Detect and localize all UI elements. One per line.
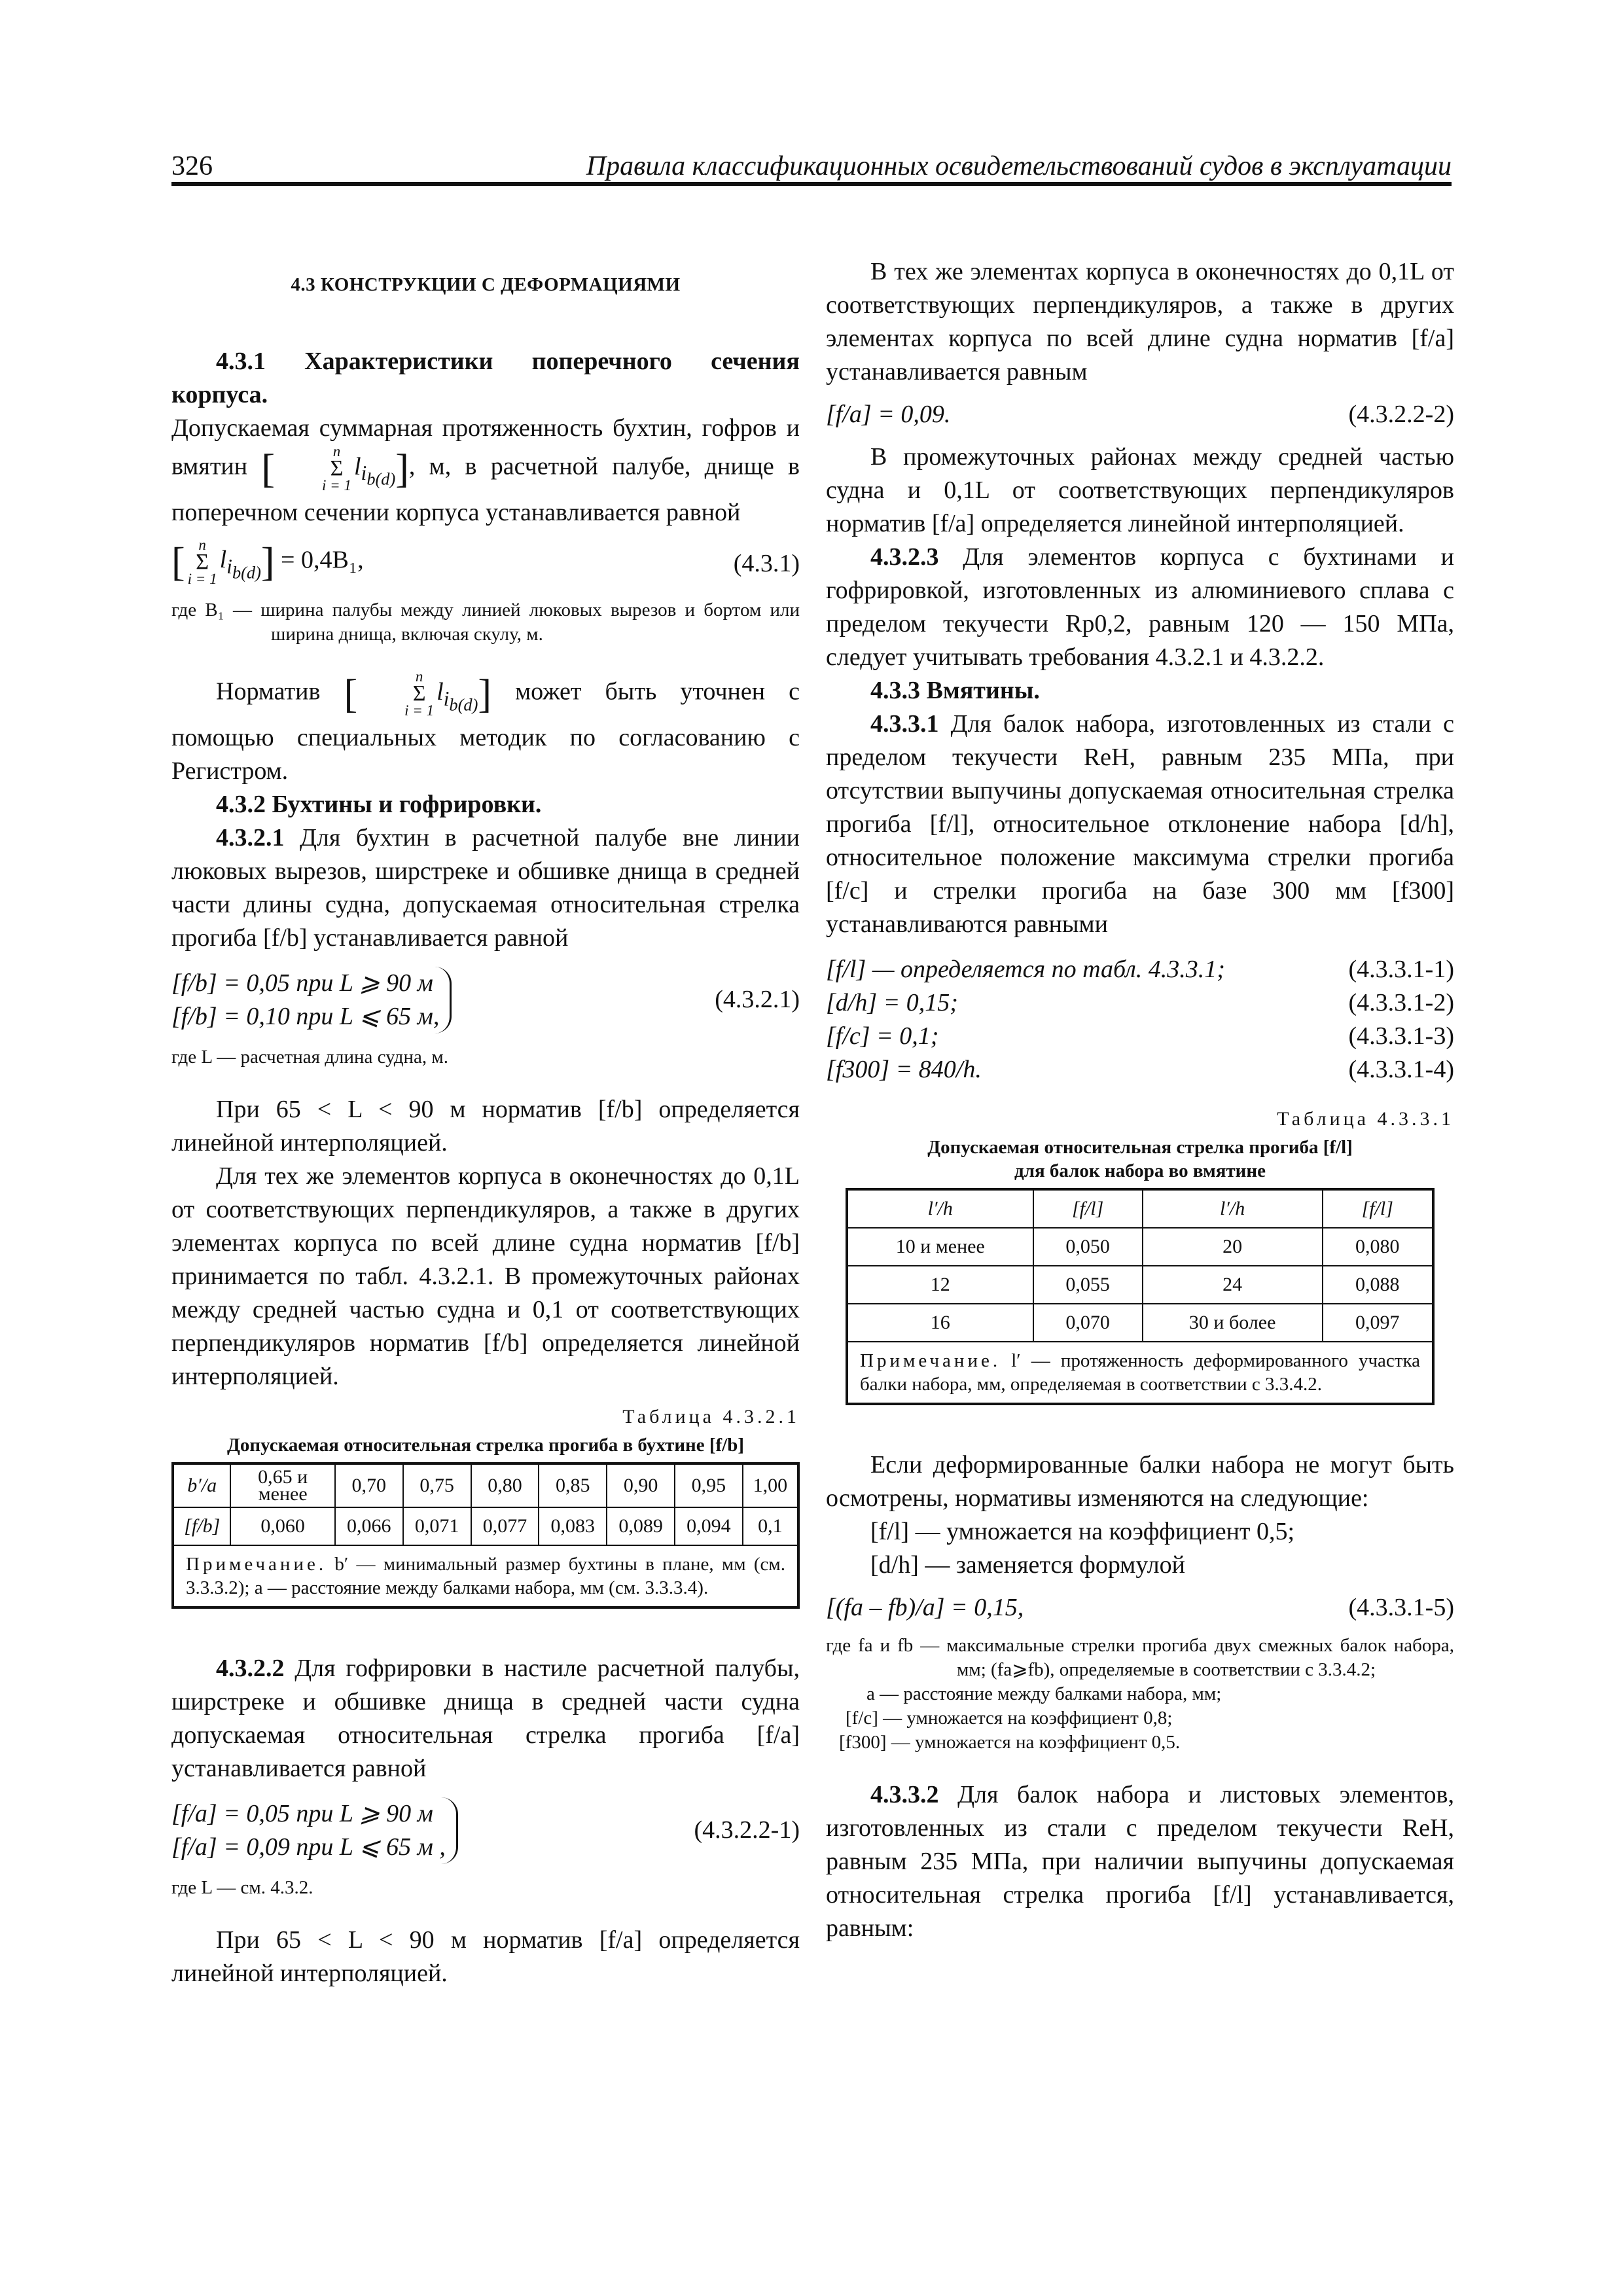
left-column — [171, 255, 800, 1990]
table-row: 12 0,055 24 0,088 — [847, 1266, 1433, 1304]
where-note: где L — расчетная длина судна, м. — [171, 1046, 449, 1067]
heading-4-3-1: 4.3.1 Характеристики поперечного сечения корпуса. — [171, 348, 800, 408]
running-title: Правила классификационных освидетельствований судов в эксплуатации — [586, 151, 1452, 181]
table-note-row: Примечание. l′ — протяженность деформированного участка балки набора, мм, определяемая в соответствии с 3.3.4.2. — [847, 1342, 1433, 1404]
sum-formula: [ n Σ i = 1 $l_{i_{b(d)}}$] — [344, 668, 492, 719]
equation-list-4-3-3-1 — [826, 953, 1454, 1086]
equation-4-3-2-1: [f/b] = 0,05 при L ⩾ 90 м [f/b] = 0,10 при L ⩽ 65 м, (4.3.2.1) — [171, 967, 800, 1033]
table-title: для балок набора во вмятине — [1014, 1160, 1266, 1181]
table-4-3-2-1 — [171, 1462, 800, 1609]
equation-4-3-1: [ n Σ i = 1 $l_{i_{b(d)}}] = 0,4B_1$, (4.3.1) — [171, 536, 800, 587]
equation-number: (4.3.2.2-2) — [1348, 401, 1454, 428]
running-header — [171, 145, 1452, 186]
equation-4-3-2-2-1: [f/a] = 0,05 при L ⩾ 90 м [f/a] = 0,09 при L ⩽ 65 м , (4.3.2.2-1) — [171, 1797, 800, 1864]
equation-number: (4.3.3.1-5) — [1348, 1594, 1454, 1621]
paragraph-4-3-3-2: 4.3.3.2 Для балок набора и листовых элементов, изготовленных из стали с пределом текучести ReH, равным 235 МПа, при наличии выпучины допускаемая относительная стрелка прогиба [f/l] устанавливается, равным: — [826, 1781, 1454, 1942]
where-list: где fa и fb — максимальные стрелки прогиба двух смежных балок набора, мм; (fa⩾fb), определяемые в соответствии с 3.3.4.2; a — расстояние между балками набора, мм; [f/c] — умножается на коэффициент 0,8; [f300] — умножается на коэффициент 0,5. — [826, 1635, 1454, 1753]
table-label: Таблица 4.3.3.1 — [1277, 1108, 1454, 1130]
table-title: Допускаемая относительная стрелка прогиба [f/l] — [927, 1137, 1353, 1158]
paragraph-4-3-2-1: 4.3.2.1 Для бухтин в расчетной палубе вне линии люковых вырезов, ширстреке и обшивке днища в средней части длины судна, допускаемая относительная стрелка прогиба [f/b] устанавливается равной — [171, 823, 800, 952]
paragraph-norm: Норматив [ n Σ i = 1 $l_{i_{b(d)}}$] может быть уточнен с помощью специальных методик по согласованию с Регистром. — [171, 668, 800, 785]
where-note: где L — см. 4.3.2. — [171, 1876, 313, 1898]
where-note: где B₁ — ширина палубы между линией люковых вырезов и бортом или ширина днища, включая скулу, м. — [171, 600, 800, 645]
right-column — [826, 255, 1454, 1945]
paragraph-bulge-1: [f/l] — умножается на коэффициент 0,5; — [870, 1518, 1295, 1545]
paragraph-4-3-2-3: 4.3.2.3 Для элементов корпуса с бухтинами и гофрировкой, изготовленных из алюминиевого сплава с пределом текучести Rp0,2, равным 120 — 150 МПа, следует учитывать требования 4.3.2.1 и 4.3.2.2. — [826, 543, 1454, 671]
paragraph-ends-1: Для тех же элементов корпуса в оконечностях до 0,1L от соответствующих перпендикуляров, а также в других элементах корпуса по всей длине судна норматив [f/b] принимается по табл. 4.3.2.1. В промежуточных районах между средней частью судна и 0,1 от соответствующих перпендикуляров норматив [f/b] определяется линейной интерполяцией. — [171, 1162, 800, 1390]
paragraph-bulge-2: [d/h] — заменяется формулой — [870, 1551, 1185, 1579]
table-title: Допускаемая относительная стрелка прогиба в бухтине [f/b] — [226, 1434, 745, 1456]
table-header-row: l′/h [f/l] l′/h [f/l] — [847, 1189, 1433, 1228]
heading-4-3-2: 4.3.2 Бухтины и гофрировки. — [216, 790, 542, 818]
paragraph-interp-1: При 65 < L < 90 м норматив [f/b] определяется линейной интерполяцией. — [171, 1095, 800, 1157]
table-row: b′/a 0,65 и менее 0,70 0,75 0,80 0,85 0,90 0,95 1,00 — [173, 1463, 798, 1507]
page-number: 326 — [171, 151, 213, 181]
equation-number: (4.3.2.1) — [715, 986, 800, 1014]
paragraph-interp-2: При 65 < L < 90 м норматив [f/a] определяется линейной интерполяцией. — [171, 1926, 800, 1987]
equation-row: [f/c] = 0,1; (4.3.3.1-3) — [826, 1022, 1454, 1050]
paragraph-4-3-3-1: 4.3.3.1 Для балок набора, изготовленных из стали с пределом текучести ReH, равным 235 МПа, при отсутствии выпучины допускаемая относительная стрелка прогиба [f/l], относительное отклонение набора [d/h], относительное положение максимума стрелки прогиба [f/c] и стрелки прогиба на базе 300 мм [f300] устанавливаются равными — [826, 710, 1454, 938]
sum-formula: [ n Σ i = 1 $l_{i_{b(d)}}$] — [261, 443, 409, 493]
paragraph-bulge-intro: Если деформированные балки набора не могут быть осмотрены, нормативы изменяются на следующие: — [826, 1451, 1454, 1512]
paragraph-4-3-2-2: 4.3.2.2 Для гофрировки в настиле расчетной палубы, ширстреке и обшивке днища в средней части судна допускаемая относительная стрелка прогиба [f/a] устанавливается равной — [171, 1654, 800, 1782]
table-row: 10 и менее 0,050 20 0,080 — [847, 1228, 1433, 1266]
table-row: 16 0,070 30 и более 0,097 — [847, 1304, 1433, 1342]
equation-number: (4.3.1) — [733, 549, 800, 577]
equation-number: (4.3.2.2-1) — [694, 1816, 800, 1844]
equation-row: [f/l] — определяется по табл. 4.3.3.1; (4.3.3.1-1) — [826, 956, 1454, 983]
paragraph-4-3-1: 4.3.1 Характеристики поперечного сечения корпуса. Допускаемая суммарная протяженность бухтин, гофров и вмятин [ n Σ i = 1 $l_{i_{b(d)}}$], м, в расчетной палубе, днище в поперечном сечении корпуса устанавливается равной — [171, 348, 800, 526]
equation-row: [d/h] = 0,15; (4.3.3.1-2) — [826, 989, 1454, 1016]
table-label: Таблица 4.3.2.1 — [622, 1405, 800, 1427]
paragraph-ends-2: В тех же элементах корпуса в оконечностях до 0,1L от соответствующих перпендикуляров, а также в других элементах корпуса по всей длине судна норматив [f/a] устанавливается равным — [826, 258, 1454, 386]
equation-4-3-2-2-2: [f/a] = 0,09. (4.3.2.2-2) — [826, 398, 1454, 431]
equation-4-3-3-1-5: [(fa – fb)/a] = 0,15, (4.3.3.1-5) — [826, 1591, 1454, 1624]
section-title: 4.3 КОНСТРУКЦИИ С ДЕФОРМАЦИЯМИ — [291, 274, 681, 295]
table-row: [f/b] 0,060 0,066 0,071 0,077 0,083 0,089 0,094 0,1 — [173, 1507, 798, 1545]
equation-row: [f300] = 840/h. (4.3.3.1-4) — [826, 1056, 1454, 1083]
heading-4-3-3: 4.3.3 Вмятины. — [870, 677, 1040, 704]
paragraph-mid-2: В промежуточных районах между средней частью судна и 0,1L от соответствующих перпендикуляров норматив [f/a] определяется линейной интерполяцией. — [826, 443, 1454, 537]
header-rule — [171, 182, 1452, 186]
table-4-3-3-1 — [846, 1188, 1435, 1405]
table-note-row: Примечание. b′ — минимальный размер бухтины в плане, мм (см. 3.3.3.2); a — расстояние между балками набора, мм (см. 3.3.3.4). — [173, 1545, 798, 1607]
